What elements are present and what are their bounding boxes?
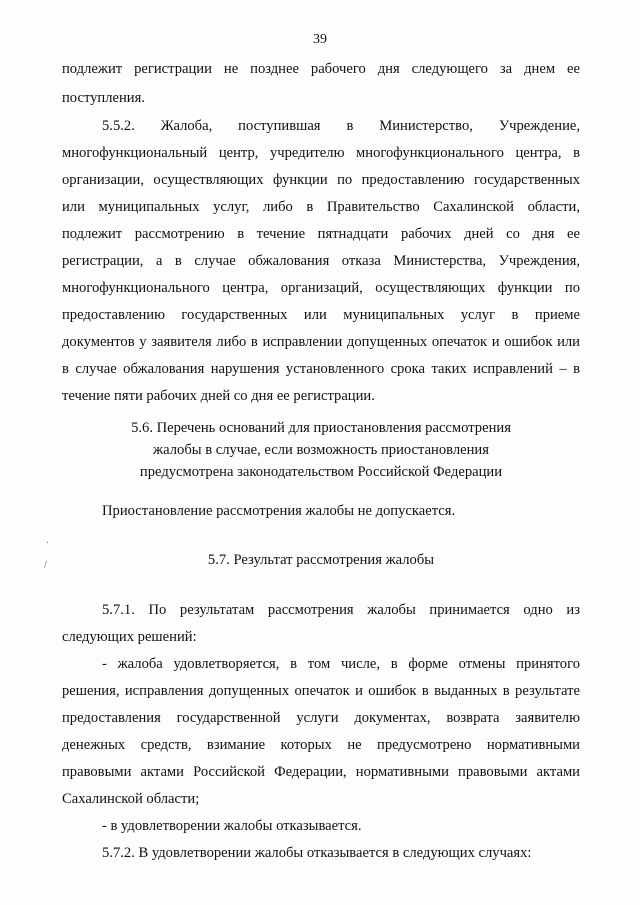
text-line: или муниципальных услуг, либо в Правительство Сахалинской области, <box>62 199 580 215</box>
text-line: многофункционального центра, организаций, осуществляющих функции по <box>62 280 580 296</box>
scan-speck: / <box>44 560 47 571</box>
text-line: документов у заявителя либо в исправлении допущенных опечаток и ошибок или <box>62 334 580 350</box>
text-line: Сахалинской области; <box>62 791 200 807</box>
bullet-item: - в удовлетворении жалобы отказывается. <box>102 818 362 834</box>
text-line: поступления. <box>62 90 145 106</box>
section-heading-57: 5.7. Результат рассмотрения жалобы <box>207 552 435 568</box>
text-line: денежных средств, взимание которых не предусмотрено нормативными <box>62 737 580 753</box>
text-line: правовыми актами Российской Федерации, нормативными правовыми актами <box>62 764 580 780</box>
text-line: подлежит регистрации не позднее рабочего дня следующего за днем ее <box>62 61 580 77</box>
bullet-item: - жалоба удовлетворяется, в том числе, в форме отмены принятого <box>102 656 580 672</box>
section-heading-56: 5.6. Перечень оснований для приостановления рассмотрения <box>131 420 511 436</box>
text-line: подлежит рассмотрению в течение пятнадцати рабочих дней со дня ее <box>62 226 580 242</box>
page-number: 39 <box>313 32 327 47</box>
text-line: предоставлению государственных или муниципальных услуг в приеме <box>62 307 580 323</box>
scan-speck: · <box>46 538 50 549</box>
section-heading-56: предусмотрена законодательством Российской Федерации <box>139 464 503 480</box>
text-line: регистрации, а в случае обжалования отказа Министерства, Учреждения, <box>62 253 580 269</box>
text-line: течение пяти рабочих дней со дня ее регистрации. <box>62 388 375 404</box>
section-heading-56: жалобы в случае, если возможность приостановления <box>153 442 489 458</box>
text-line: предоставления государственной услуги документах, возврата заявителю <box>62 710 580 726</box>
text-line: многофункциональный центр, учредителю многофункционального центра, в <box>62 145 580 161</box>
text-line: организации, осуществляющих функции по предоставлению государственных <box>62 172 580 188</box>
section-number: 5.5.2. <box>102 118 135 134</box>
text-line: следующих решений: <box>62 629 197 645</box>
text-line: в случае обжалования нарушения установленного срока таких исправлений – в <box>62 361 580 377</box>
text-line: Приостановление рассмотрения жалобы не допускается. <box>102 503 456 519</box>
text-line: решения, исправления допущенных опечаток и ошибок в выданных в результате <box>62 683 580 699</box>
text-line: 5.7.2. В удовлетворении жалобы отказывается в следующих случаях: <box>102 845 532 861</box>
paragraph-552-first-line <box>102 119 580 134</box>
text-line: Жалоба, поступившая в Министерство, Учреждение, <box>160 118 580 134</box>
text-line: 5.7.1. По результатам рассмотрения жалобы принимается одно из <box>102 602 580 618</box>
